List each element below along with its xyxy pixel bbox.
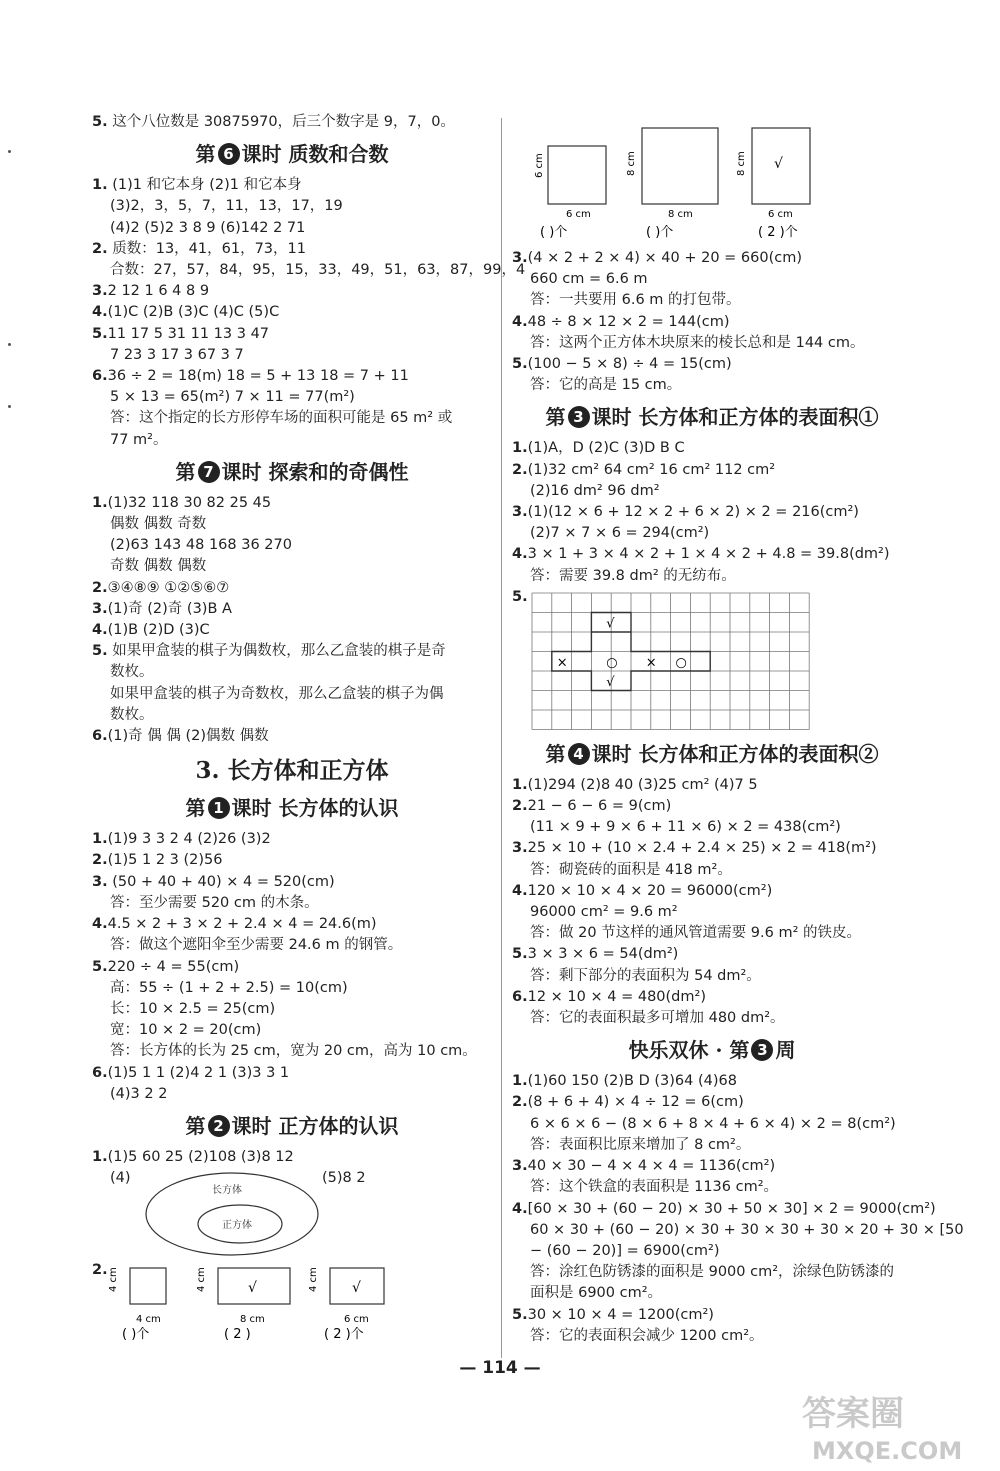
svg-text:4 cm: 4 cm [136,1314,161,1326]
lesson6-answers: 1. (1)1 和它本身 (2)1 和它本身 (3)2，3，5，7，11，13，17，19 (4)2 (5)2 3 8 9 (6)142 2 71 2. 质数：13，41，61，73，11 合数：27，57，84，95，15，33，49，51，63，87，99，4 3.2 12 1 6 4 8 9 4.(1)C (2)B (3)C (4)C (5)C 5.11 17 5 31 11 13 3 47 7 23 3 17 3 67 3 7 6.36 ÷ 2 = 18(m) 18 = 5 + 13 18 = 7 + 11 5 × 13 = 65(m²) 7 × 11 = 77(m²) 答：这个指定的长方形停车场的面积可能是 65 m² 或 77 m²。 [92,177,526,448]
lesson1-answers: 1.(1)9 3 3 2 4 (2)26 (3)2 2.(1)5 1 2 3 (2)56 3. (50 + 40 + 40) × 4 = 520(cm) 答：至少需要 520 cm 的木条。 4.4.5 × 2 + 3 × 2 + 2.4 × 4 = 24.6(m) 答：做这个遮阳伞至少需要 24.6 m 的钢管。 5.220 ÷ 4 = 55(cm) 高：55 ÷ (1 + 2 + 2.5) = 10(cm) 长：10 × 2.5 = 25(cm) 宽：10 × 2 = 20(cm) 答：长方体的长为 25 cm，宽为 20 cm，高为 10 cm。 6.(1)5 1 1 (2)4 2 1 (3)3 3 1 (4)3 2 2 [92,831,477,1102]
top-answers: 3.(4 × 2 + 2 × 4) × 40 + 20 = 660(cm) 660 cm = 6.6 m 答：一共要用 6.6 m 的打包带。 4.48 ÷ 8 × 12 × 2 = 144(cm) 答：这两个正方体木块原来的棱长总和是 144 cm。 5.(100 − 5 × 8) ÷ 4 = 15(cm) 答：它的高是 15 cm。 [512,250,865,394]
section-title-lesson1: 第 1 课时 长方体的认识 [185,796,399,821]
section-title-lesson6: 第 6 课时 质数和合数 [195,142,389,167]
chapter-title: 3. 长方体和正方体 [195,757,389,785]
svg-text:4 cm: 4 cm [196,1267,207,1293]
svg-text:6 cm: 6 cm [566,209,591,220]
grid-mark: ○ [606,655,618,671]
venn-inner-label: 正方体 [222,1220,252,1232]
page-number: — 114 — [459,1358,541,1378]
surface1-answers: 1.(1)A，D (2)C (3)D B C 2.(1)32 cm² 64 cm² 16 cm² 112 cm² (2)16 dm² 96 dm² 3.(1)(12 × 6 + 12 × 2 + 6 × 2) × 2 = 216(cm²) (2)7 × 7 × 6 = 294(cm²) 4.3 × 1 + 3 × 4 × 2 + 1 × 4 × 2 + 4.8 = 39.8(dm²) 答：需要 39.8 dm² 的无纺布。 5. √ × ○ × ○ √ [512,438,912,732]
lesson-number-badge: 1 [208,797,230,819]
squares-figure [512,118,912,244]
answer-line: 这个八位数是 30875970，后三个数字是 9，7，0。 [112,114,455,130]
grid-mark: ○ [675,655,687,671]
left-column: 5. 这个八位数是 30875970，后三个数字是 9，7，0。 第 6 课时 质数和合数 1. (1)1 和它本身 (2)1 和它本身 (3)2，3，5，7，11，13，17，19 (4)2 (5)2 3 8 9 (6)142 2 71 2. 质数：13，41，61，73，11 合数：27，57，84，95，15，33，49，51，63，87，99，4 3.2 12 1 6 4 8 9 4.(1)C (2)B (3)C (4)C (5)C 5.11 17 5 31 11 13 3 47 7 23 3 17 3 67 3 7 6.36 ÷ 2 = 18(m) 18 = 5 + 13 18 = 7 + 11 5 × 13 = 65(m²) 7 × 11 = 77(m²) 答：这个指定的长方形停车场的面积可能是 65 m² 或 77 m²。 第 7 课时 探索和的奇偶性 1.(1)32 118 30 82 25 45 偶数 偶数 奇数 (2)63 143 48 168 36 270 奇数 偶数 偶数 2.③④⑧⑨ ①②⑤⑥⑦ 3.(1)奇 (2)奇 (3)B A 4.(1)B (2)D (3)C 5. 如果甲盒装的棋子为偶数枚，那么乙盒装的棋子是奇 数枚。 如果甲盒装的棋子为奇数枚，那么乙盒装的棋子为偶 数枚。 6.(1)奇 偶 偶 (2)偶数 偶数 3. 长方体和正方体 第 1 课时 长方体的认识 1.(1)9 3 3 2 4 (2)26 (3)2 2.(1)5 1 2 3 (2)56 3. (50 + 40 + 40) × 4 = 520(cm) 答：至少需要 520 cm 的木条。 4.4.5 × 2 + 3 × 2 + 2.4 × 4 = 24.6(m) 答：做这个遮阳伞至少需要 24.6 m 的钢管。 5.220 ÷ 4 = 55(cm) 高：55 ÷ (1 + 2 + 2.5) = 10(cm) 长：10 × 2.5 = 25(cm) 宽：10 × 2 = 20(cm) 答：长方体的长为 25 cm，宽为 20 cm，高为 10 cm。 6.(1)5 1 1 (2)4 2 1 (3)3 3 1 (4)3 2 2 第 2 课时 正方体的认识 1.(1)5 60 25 (2)108 (3)8 12 (4) 长方体 正方体 (5)8 2 2. 4 cm 4 cm ( )个 4 cm √ 8 cm ( 2 ) 4 cm √ 6 cm ( 2 )个 [92,114,526,1341]
svg-text:8 cm: 8 cm [240,1314,265,1326]
lesson-number-badge: 3 [568,406,590,428]
column-divider [501,118,502,1358]
svg-text:6 cm: 6 cm [344,1314,369,1326]
svg-text:( )个: ( )个 [122,1327,150,1341]
svg-text:√: √ [352,1280,361,1297]
svg-text:( 2 )个: ( 2 )个 [324,1327,364,1341]
section-title-weekend: 快乐双休 · 第 3 周 [628,1038,796,1063]
svg-text:6 cm: 6 cm [768,209,793,220]
section-title-surface1: 第 3 课时 长方体和正方体的表面积① [545,405,879,430]
grid-mark: √ [606,674,615,690]
watermark-bottom: MXQE.COM [812,1437,963,1465]
grid-mark: × [556,655,568,671]
venn-diagram [142,1170,322,1258]
venn-outer-label: 长方体 [212,1185,242,1197]
watermark-top: 答案圈 [802,1394,904,1434]
svg-text:8 cm: 8 cm [736,151,747,176]
svg-text:√: √ [248,1280,257,1297]
svg-text:√: √ [774,156,783,172]
svg-text:( )个: ( )个 [646,225,674,240]
venn-row: (4) 长方体 正方体 (5)8 2 [92,1168,492,1260]
net-grid [530,591,812,731]
lesson2-answers: 1.(1)5 60 25 (2)108 (3)8 12 (4) 长方体 正方体 (5)8 2 2. 4 cm 4 cm ( )个 4 cm √ 8 cm ( 2 ) 4 cm √ 6 cm ( 2 )个 [92,1147,492,1340]
svg-text:( 2 ): ( 2 ) [224,1327,251,1341]
figures-row: 2. 4 cm 4 cm ( )个 4 cm √ 8 cm ( 2 ) 4 cm √ 6 cm ( 2 )个 [92,1260,492,1340]
lesson-number-badge: 2 [208,1115,230,1137]
svg-text:( )个: ( )个 [540,225,568,240]
svg-text:8 cm: 8 cm [626,151,637,176]
weekend-answers: 1.(1)60 150 (2)B D (3)64 (4)68 2.(8 + 6 + 4) × 4 ÷ 12 = 6(cm) 6 × 6 × 6 − (8 × 6 + 8 × 4 + 6 × 4) × 2 = 8(cm²) 答：表面积比原来增加了 8 cm²。 3.40 × 30 − 4 × 4 × 4 = 1136(cm²) 答：这个铁盒的表面积是 1136 cm²。 4.[60 × 30 + (60 − 20) × 30 + 50 × 30] × 2 = 9000(cm²) 60 × 30 + (60 − 20) × 30 + 30 × 30 + 30 × 20 + 30 × [50 − (60 − 20)] = 6900(cm²) 答：涂红色防锈漆的面积是 9000 cm²，涂绿色防锈漆的 面积是 6900 cm²。 5.30 × 10 × 4 = 1200(cm²) 答：它的表面积会减少 1200 cm²。 [512,1073,964,1344]
lesson7-answers: 1.(1)32 118 30 82 25 45 偶数 偶数 奇数 (2)63 143 48 168 36 270 奇数 偶数 偶数 2.③④⑧⑨ ①②⑤⑥⑦ 3.(1)奇 (2)奇 (3)B A 4.(1)B (2)D (3)C 5. 如果甲盒装的棋子为偶数枚，那么乙盒装的棋子是奇 数枚。 如果甲盒装的棋子为奇数枚，那么乙盒装的棋子为偶 数枚。 6.(1)奇 偶 偶 (2)偶数 偶数 [92,494,446,745]
svg-text:8 cm: 8 cm [668,209,693,220]
lesson-number-badge: 6 [218,143,240,165]
margin-dot [8,405,11,408]
lesson-number-badge: 4 [568,743,590,765]
margin-dot [8,343,11,346]
grid-mark: √ [606,616,615,632]
right-column [512,118,964,1347]
net-grid-row: 5. √ × ○ × ○ √ [512,587,912,733]
svg-text:( 2 )个: ( 2 )个 [758,225,798,240]
grid-mark: × [645,655,657,671]
section-title-surface2: 第 4 课时 长方体和正方体的表面积② [545,741,879,766]
rectangles-figure [108,1260,398,1340]
week-number-badge: 3 [751,1039,773,1061]
svg-text:4 cm: 4 cm [108,1267,119,1293]
margin-dot [8,150,11,153]
lesson-number-badge: 7 [198,461,220,483]
watermark-logo [782,1385,982,1465]
surface2-answers: 1.(1)294 (2)8 40 (3)25 cm² (4)7 5 2.21 − 6 − 6 = 9(cm) (11 × 9 + 9 × 6 + 11 × 6) × 2 = 438(cm²) 3.25 × 10 + (10 × 2.4 + 2.4 × 25) × 2 = 418(m²) 答：砌瓷砖的面积是 418 m²。 4.120 × 10 × 4 × 20 = 96000(cm²) 96000 cm² = 9.6 m² 答：做 20 节这样的通风管道需要 9.6 m² 的铁皮。 5.3 × 3 × 6 = 54(dm²) 答：剩下部分的表面积为 54 dm²。 6.12 × 10 × 4 = 480(dm²) 答：它的表面积最多可增加 480 dm²。 [512,776,877,1027]
section-title-lesson7: 第 7 课时 探索和的奇偶性 [175,459,409,484]
svg-text:6 cm: 6 cm [534,153,545,178]
section-title-lesson2: 第 2 课时 正方体的认识 [185,1113,399,1138]
svg-text:4 cm: 4 cm [308,1267,319,1293]
